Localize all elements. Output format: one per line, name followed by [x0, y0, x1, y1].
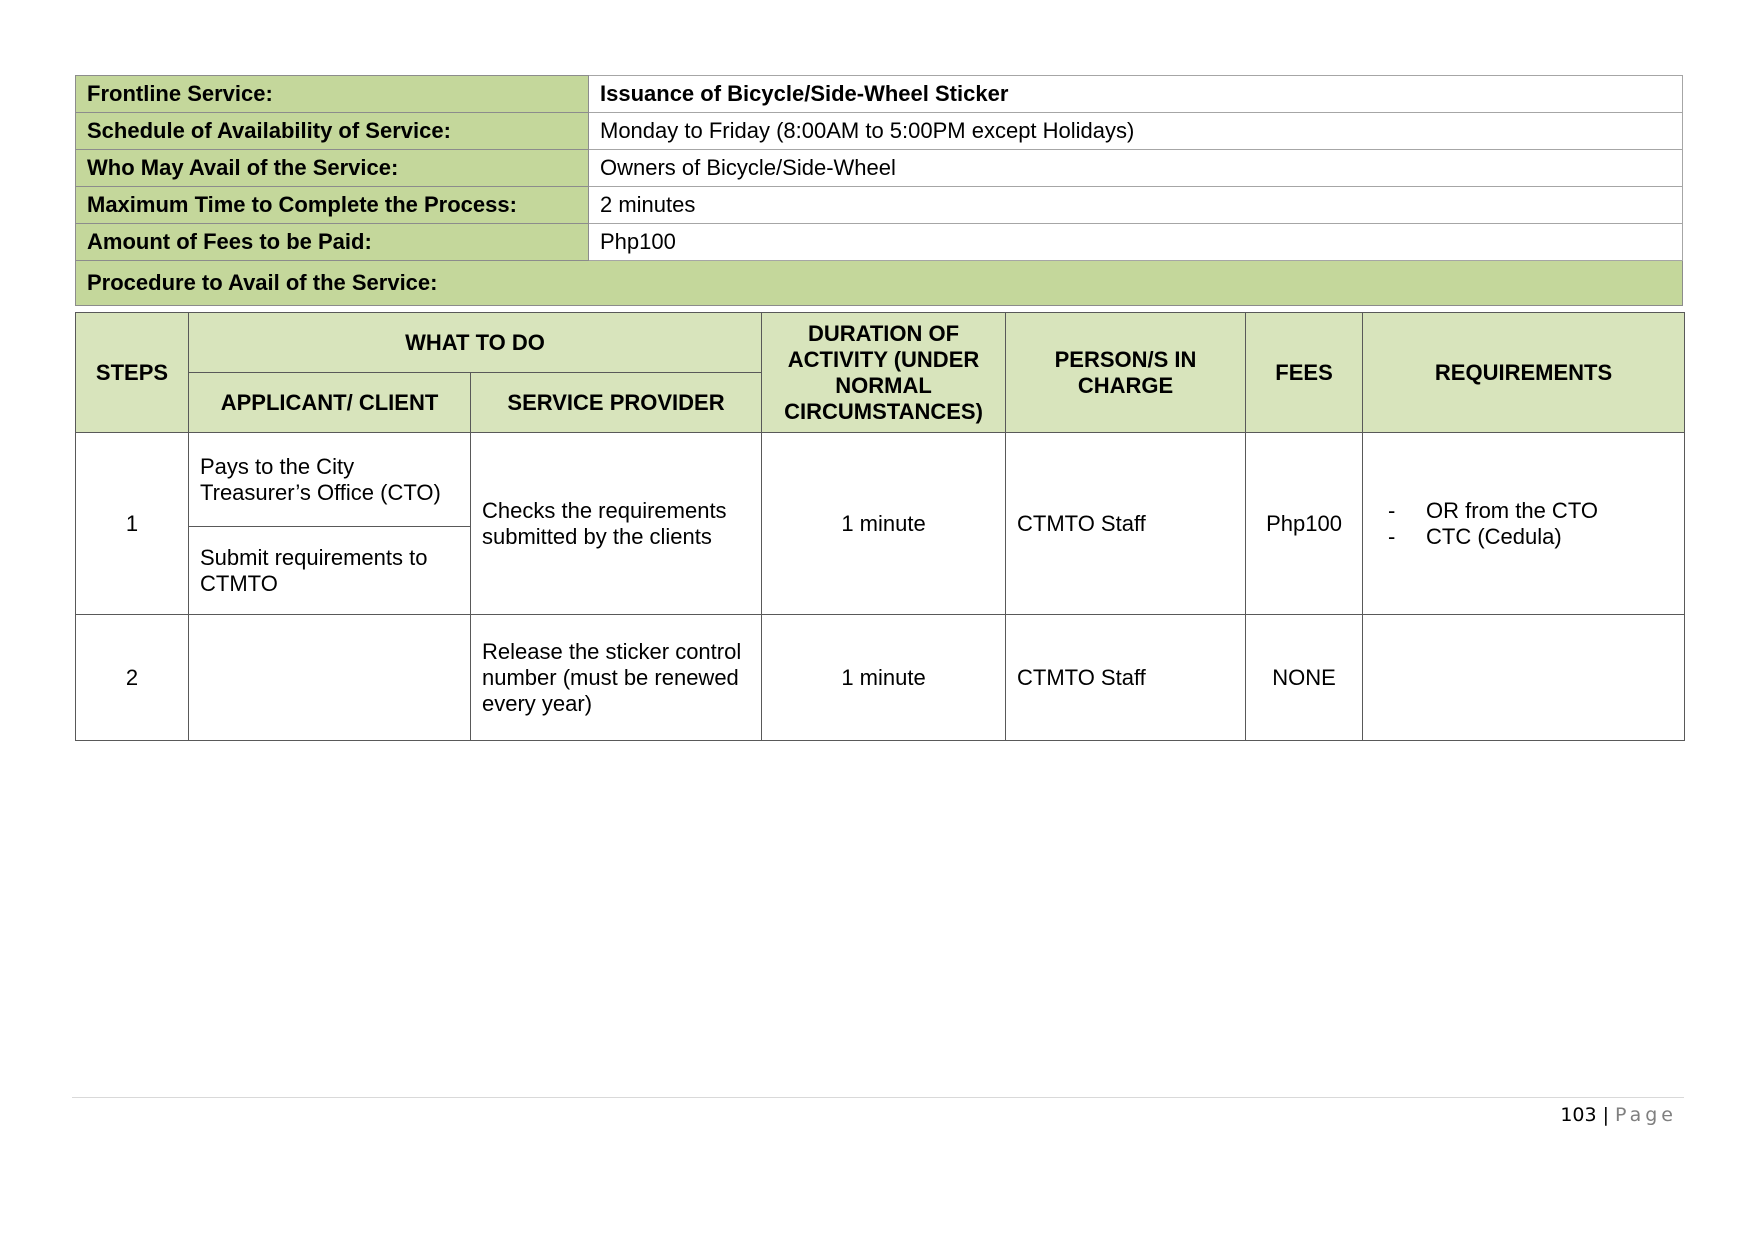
footer-separator: | [1602, 1104, 1609, 1126]
fees: NONE [1246, 615, 1363, 741]
header-what-to-do: WHAT TO DO [189, 313, 762, 373]
header-requirements: REQUIREMENTS [1363, 313, 1685, 433]
duration: 1 minute [762, 615, 1006, 741]
info-row-max-time [76, 187, 1683, 224]
person-in-charge: CTMTO Staff [1006, 433, 1246, 615]
applicant-action: Submit requirements to CTMTO [189, 527, 471, 615]
requirements [1363, 433, 1685, 615]
info-label: Frontline Service: [76, 76, 589, 113]
requirement-text: OR from the CTO [1426, 497, 1598, 523]
header-person-in-charge: PERSON/S IN CHARGE [1006, 313, 1246, 433]
info-row-schedule [76, 113, 1683, 150]
info-value: 2 minutes [589, 187, 1683, 224]
header-applicant: APPLICANT/ CLIENT [189, 373, 471, 433]
info-label: Schedule of Availability of Service: [76, 113, 589, 150]
duration: 1 minute [762, 433, 1006, 615]
page-number: 103 [1560, 1104, 1597, 1126]
header-row-top [76, 313, 1685, 373]
footer-divider [72, 1097, 1684, 1098]
info-value: Owners of Bicycle/Side-Wheel [589, 150, 1683, 187]
info-value: Php100 [589, 224, 1683, 261]
header-steps: STEPS [76, 313, 189, 433]
requirements [1363, 615, 1685, 741]
procedure-heading-row [76, 261, 1683, 306]
info-row-fees [76, 224, 1683, 261]
page-footer [1560, 1102, 1677, 1128]
info-row-who-may-avail [76, 150, 1683, 187]
page-word: Page [1615, 1104, 1677, 1126]
header-service-provider: SERVICE PROVIDER [471, 373, 762, 433]
person-in-charge: CTMTO Staff [1006, 615, 1246, 741]
header-fees: FEES [1246, 313, 1363, 433]
requirement-text: CTC (Cedula) [1426, 523, 1562, 549]
procedure-table [75, 312, 1685, 741]
table-row [76, 615, 1685, 741]
info-row-frontline-service [76, 76, 1683, 113]
info-value: Monday to Friday (8:00AM to 5:00PM except Holidays) [589, 113, 1683, 150]
step-number: 1 [76, 433, 189, 615]
service-info-table [75, 75, 1683, 306]
info-label: Amount of Fees to be Paid: [76, 224, 589, 261]
info-value: Issuance of Bicycle/Side-Wheel Sticker [589, 76, 1683, 113]
header-duration: DURATION OF ACTIVITY (UNDER NORMAL CIRCUMSTANCES) [762, 313, 1006, 433]
info-label: Maximum Time to Complete the Process: [76, 187, 589, 224]
bullet-dash: - [1388, 523, 1396, 549]
table-row [76, 433, 1685, 527]
fees: Php100 [1246, 433, 1363, 615]
procedure-heading: Procedure to Avail of the Service: [76, 261, 1683, 306]
list-item [1388, 498, 1673, 524]
list-item [1388, 524, 1673, 550]
provider-action: Release the sticker control number (must be renewed every year) [471, 615, 762, 741]
provider-action: Checks the requirements submitted by the clients [471, 433, 762, 615]
step-number: 2 [76, 615, 189, 741]
applicant-action: Pays to the City Treasurer’s Office (CTO) [189, 433, 471, 527]
applicant-action [189, 615, 471, 741]
requirements-list [1374, 498, 1673, 550]
info-label: Who May Avail of the Service: [76, 150, 589, 187]
bullet-dash: - [1388, 497, 1396, 523]
